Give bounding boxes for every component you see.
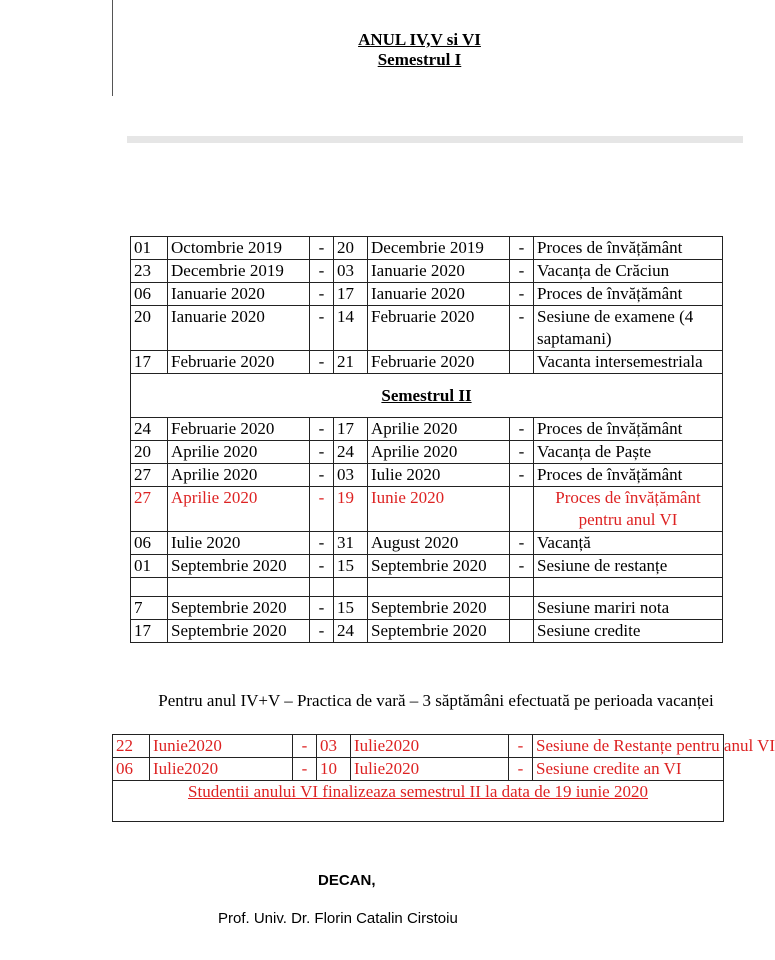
range-dash: -	[310, 597, 334, 620]
range-dash: -	[310, 487, 334, 532]
end-day: 10	[317, 758, 351, 781]
end-day: 03	[317, 735, 351, 758]
start-day: 27	[131, 487, 168, 532]
activity: Sesiune mariri nota	[534, 597, 723, 620]
range-dash: -	[310, 283, 334, 306]
end-month: Iulie2020	[351, 758, 509, 781]
semester-2-title: Semestrul II	[131, 374, 723, 418]
table-row	[131, 441, 723, 464]
table-row	[113, 735, 724, 758]
final-note-row	[113, 781, 724, 822]
table-row	[131, 464, 723, 487]
activity: Sesiune credite an VI	[533, 758, 724, 781]
desc-dash: -	[510, 260, 534, 283]
start-month: Septembrie 2020	[168, 555, 310, 578]
end-month: Februarie 2020	[368, 351, 510, 374]
desc-dash: -	[509, 758, 533, 781]
range-dash: -	[293, 758, 317, 781]
document-header	[0, 30, 759, 70]
range-dash: -	[310, 418, 334, 441]
table-row	[131, 532, 723, 555]
schedule-table	[130, 236, 723, 643]
practice-note: Pentru anul IV+V – Practica de vară – 3 săptămâni efectuată pe perioada vacanței	[158, 691, 714, 710]
start-month: Aprilie 2020	[168, 464, 310, 487]
start-month: Decembrie 2019	[168, 260, 310, 283]
end-day: 03	[334, 260, 368, 283]
desc-dash: -	[509, 735, 533, 758]
start-day: 06	[113, 758, 150, 781]
start-day: 17	[131, 351, 168, 374]
end-month: Iulie 2020	[368, 464, 510, 487]
start-month: Iulie 2020	[168, 532, 310, 555]
table-row	[131, 283, 723, 306]
activity: Proces de învățământ	[534, 418, 723, 441]
activity: Proces de învățământ	[534, 283, 723, 306]
range-dash: -	[310, 532, 334, 555]
end-month: Ianuarie 2020	[368, 260, 510, 283]
dean-title: DECAN,	[318, 872, 376, 889]
end-day: 15	[334, 555, 368, 578]
page-title: ANUL IV,V si VI	[358, 30, 481, 49]
start-month: Septembrie 2020	[168, 597, 310, 620]
range-dash: -	[310, 260, 334, 283]
dean-name: Prof. Univ. Dr. Florin Catalin Cirstoiu	[218, 910, 458, 927]
desc-dash: -	[510, 555, 534, 578]
end-day: 15	[334, 597, 368, 620]
end-day: 14	[334, 306, 368, 351]
desc-dash	[510, 351, 534, 374]
table-row	[131, 487, 723, 532]
end-day: 20	[334, 237, 368, 260]
table-row	[131, 306, 723, 351]
start-day: 27	[131, 464, 168, 487]
end-month: Septembrie 2020	[368, 620, 510, 643]
start-month: Februarie 2020	[168, 418, 310, 441]
end-day: 21	[334, 351, 368, 374]
desc-dash	[510, 597, 534, 620]
end-month: Aprilie 2020	[368, 418, 510, 441]
semester-1-title: Semestrul I	[377, 50, 462, 69]
activity: Proces de învățământ	[534, 237, 723, 260]
section-row	[131, 374, 723, 418]
end-month: Septembrie 2020	[368, 555, 510, 578]
range-dash: -	[310, 620, 334, 643]
spacer-row	[131, 578, 723, 597]
end-month: Februarie 2020	[368, 306, 510, 351]
end-day: 17	[334, 283, 368, 306]
activity: Vacanta intersemestriala	[534, 351, 723, 374]
end-day: 03	[334, 464, 368, 487]
activity: Proces de învățământ	[534, 464, 723, 487]
desc-dash	[510, 620, 534, 643]
table-row	[131, 351, 723, 374]
desc-dash: -	[510, 532, 534, 555]
year-6-table	[112, 734, 775, 822]
activity: Proces de învățământ pentru anul VI	[534, 487, 723, 532]
start-day: 06	[131, 532, 168, 555]
end-month: Aprilie 2020	[368, 441, 510, 464]
end-day: 31	[334, 532, 368, 555]
end-month: Ianuarie 2020	[368, 283, 510, 306]
desc-dash: -	[510, 283, 534, 306]
table-row	[131, 260, 723, 283]
desc-dash: -	[510, 464, 534, 487]
end-day: 24	[334, 620, 368, 643]
final-note: Studentii anului VI finalizeaza semestrul II la data de 19 iunie 2020	[113, 781, 724, 822]
activity: Sesiune de examene (4 saptamani)	[534, 306, 723, 351]
start-day: 20	[131, 306, 168, 351]
desc-dash: -	[510, 237, 534, 260]
start-month: Octombrie 2019	[168, 237, 310, 260]
start-day: 17	[131, 620, 168, 643]
desc-dash: -	[510, 418, 534, 441]
start-month: Aprilie 2020	[168, 441, 310, 464]
end-day: 19	[334, 487, 368, 532]
range-dash: -	[310, 464, 334, 487]
separator	[127, 136, 743, 143]
table-row	[131, 555, 723, 578]
table-row	[131, 237, 723, 260]
end-month: Iulie2020	[351, 735, 509, 758]
start-day: 20	[131, 441, 168, 464]
start-month: Iulie2020	[150, 758, 293, 781]
end-month: Decembrie 2019	[368, 237, 510, 260]
table-row	[131, 418, 723, 441]
range-dash: -	[310, 351, 334, 374]
start-day: 24	[131, 418, 168, 441]
start-month: Iunie2020	[150, 735, 293, 758]
activity: Vacanța de Crăciun	[534, 260, 723, 283]
start-month: Aprilie 2020	[168, 487, 310, 532]
range-dash: -	[310, 555, 334, 578]
range-dash: -	[293, 735, 317, 758]
start-month: Septembrie 2020	[168, 620, 310, 643]
start-month: Ianuarie 2020	[168, 306, 310, 351]
activity: Sesiune de restanțe	[534, 555, 723, 578]
range-dash: -	[310, 306, 334, 351]
end-day: 17	[334, 418, 368, 441]
activity: Vacanță	[534, 532, 723, 555]
start-month: Februarie 2020	[168, 351, 310, 374]
table-row	[131, 597, 723, 620]
start-day: 06	[131, 283, 168, 306]
activity: Vacanța de Paște	[534, 441, 723, 464]
table-row	[113, 758, 724, 781]
start-day: 01	[131, 555, 168, 578]
desc-dash	[510, 487, 534, 532]
range-dash: -	[310, 441, 334, 464]
end-month: Septembrie 2020	[368, 597, 510, 620]
start-month: Ianuarie 2020	[168, 283, 310, 306]
desc-dash: -	[510, 441, 534, 464]
table-row	[131, 620, 723, 643]
activity: Sesiune de Restanțe pentru anul VI	[533, 735, 724, 758]
start-day: 7	[131, 597, 168, 620]
start-day: 23	[131, 260, 168, 283]
end-day: 24	[334, 441, 368, 464]
end-month: August 2020	[368, 532, 510, 555]
desc-dash: -	[510, 306, 534, 351]
activity: Sesiune credite	[534, 620, 723, 643]
start-day: 22	[113, 735, 150, 758]
start-day: 01	[131, 237, 168, 260]
end-month: Iunie 2020	[368, 487, 510, 532]
range-dash: -	[310, 237, 334, 260]
